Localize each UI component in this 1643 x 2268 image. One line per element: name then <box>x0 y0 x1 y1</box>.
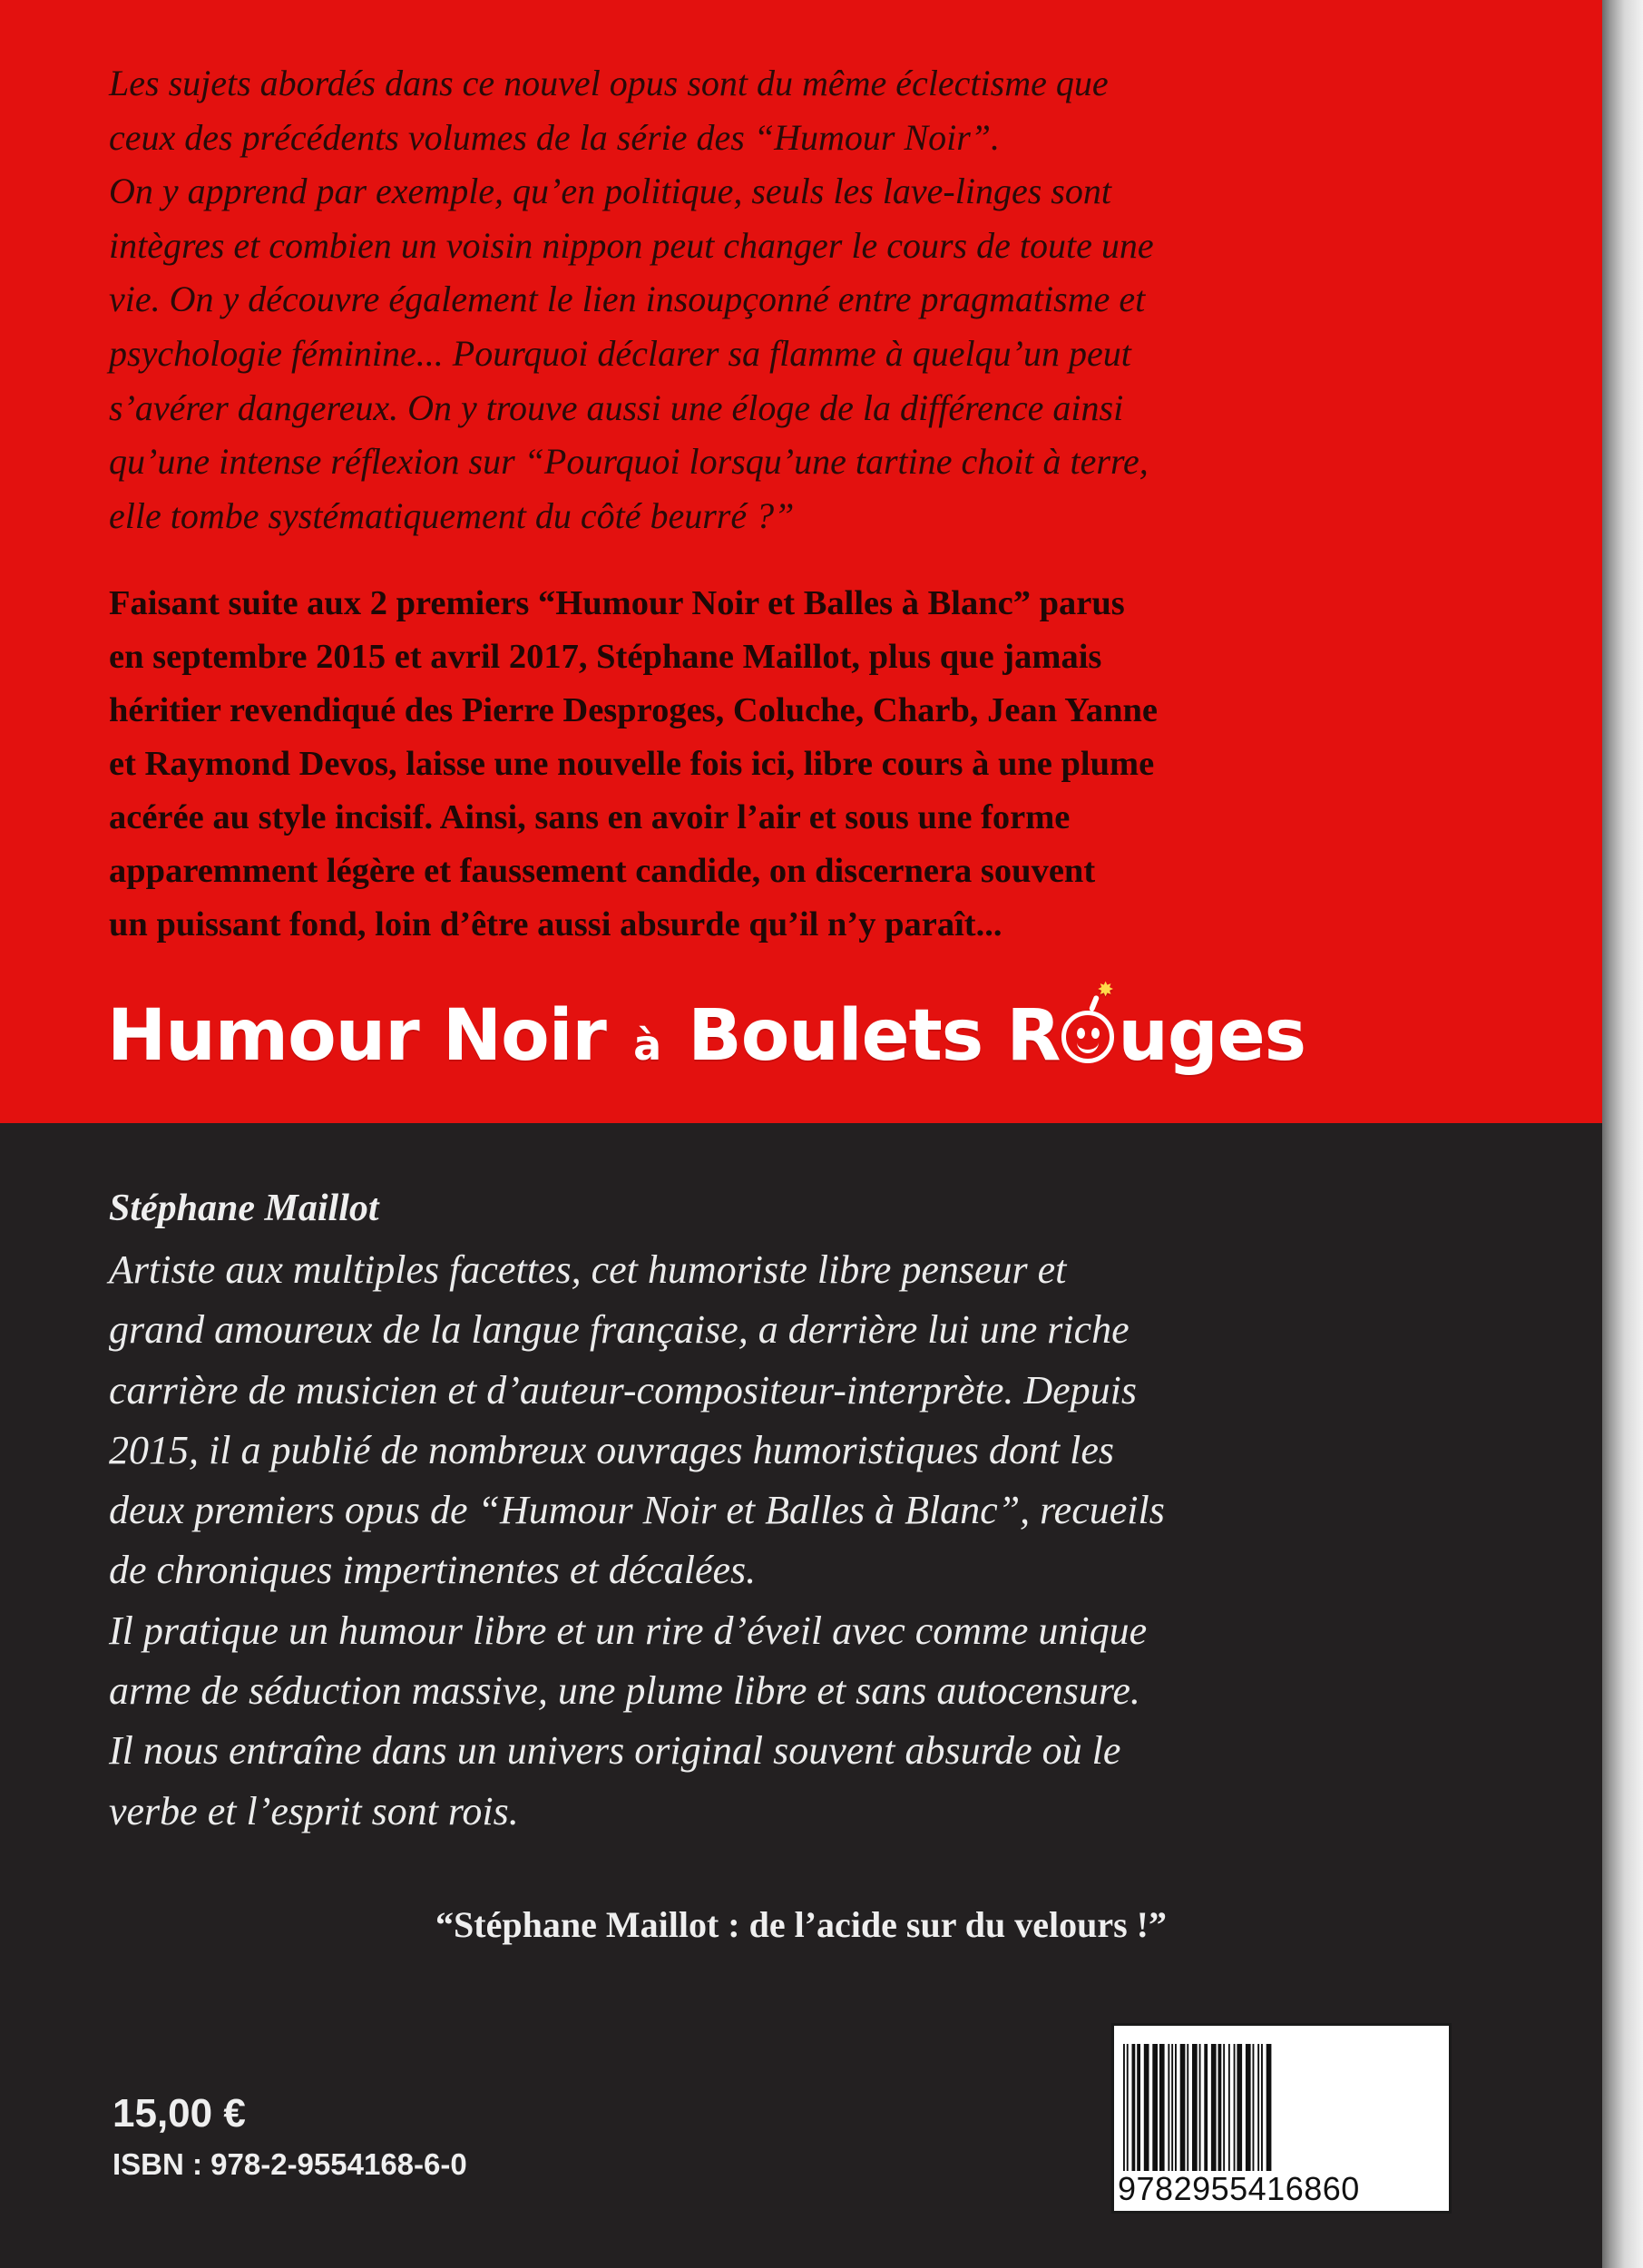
series-title-part-1: Humour Noir <box>107 995 606 1077</box>
barcode-bar <box>1199 2044 1201 2171</box>
page-edge <box>1602 0 1643 2268</box>
bomb-smile <box>1077 1041 1099 1053</box>
series-title-part-4: uges <box>1118 995 1306 1077</box>
barcode-bar <box>1152 2044 1158 2171</box>
barcode-bar <box>1211 2044 1217 2171</box>
series-title-part-2: à <box>633 1021 661 1070</box>
barcode <box>1111 2023 1452 2214</box>
barcode-bar <box>1171 2044 1173 2171</box>
red-panel <box>0 0 1602 1123</box>
barcode-bar <box>1137 2044 1140 2171</box>
bomb-face-icon <box>1061 979 1114 1063</box>
barcode-bar <box>1123 2044 1125 2171</box>
summary-paragraph: Faisant suite aux 2 premiers “Humour Noir et Balles à Blanc” parus en septembre 2015 et avril 2017, Stéphane Maillot, plus que jamais héritier revendiqué des Pierre Desproges, Coluche, Charb, Jean Yanne et Raymond Devos, laisse une nouvelle fois ici, libre cours à une plume acérée au style incisif. Ainsi, sans en avoir l’air et sous une forme apparemment légère et faussement candide, on discernera souvent un puissant fond, loin d’être aussi absurde qu’il n’y paraît... <box>109 584 1158 943</box>
price-label: 15,00 € <box>112 2091 246 2136</box>
barcode-bar <box>1223 2044 1225 2171</box>
isbn-label: ISBN : 978-2-9554168-6-0 <box>112 2147 467 2181</box>
barcode-bar <box>1261 2044 1263 2171</box>
bomb-left-eye <box>1077 1028 1085 1039</box>
barcode-bar <box>1175 2044 1177 2171</box>
barcode-bar <box>1144 2044 1149 2171</box>
barcode-bar <box>1127 2044 1129 2171</box>
bomb-right-eye <box>1091 1028 1100 1039</box>
barcode-bar <box>1132 2044 1136 2171</box>
barcode-number: 9782955416860 <box>1118 2170 1360 2207</box>
barcode-bar <box>1234 2044 1236 2171</box>
barcode-bar <box>1228 2044 1230 2171</box>
barcode-bar <box>1192 2044 1198 2171</box>
series-title <box>107 979 1522 1100</box>
barcode-bar <box>1187 2044 1188 2171</box>
barcode-bar <box>1266 2044 1272 2171</box>
author-name: Stéphane Maillot <box>109 1188 379 1229</box>
barcode-bars <box>1121 2044 1441 2171</box>
barcode-bar <box>1159 2044 1165 2171</box>
barcode-bar <box>1257 2044 1259 2171</box>
barcode-bar <box>1204 2044 1208 2171</box>
author-quote: “Stéphane Maillot : de l’acide sur du velours !” <box>435 1904 1167 1945</box>
intro-paragraph: Les sujets abordés dans ce nouvel opus sont du même éclectisme que ceux des précédents volumes de la série des “Humour Noir”. On y apprend par exemple, qu’en politique, seuls les lave-linges sont intègres et combien un voisin nippon peut changer le cours de toute une vie. On y découvre également le lien insoupçonné entre pragmatisme et psychologie féminine... Pourquoi déclarer sa flamme à quelqu’un peut s’avérer dangereux. On y trouve aussi une éloge de la différence ainsi qu’une intense réflexion sur “Pourquoi lorsqu’une tartine choit à terre, elle tombe systématiquement du côté beurré ?” <box>109 63 1154 536</box>
barcode-bar <box>1253 2044 1255 2171</box>
barcode-bar <box>1237 2044 1242 2171</box>
author-bio: Artiste aux multiples facettes, cet humoriste libre penseur et grand amoureux de la langue française, a derrière lui une riche carrière de musicien et d’auteur-compositeur-interprète. Depuis 2015, il a publié de nombreux ouvrages humoristiques dont les deux premiers opus de “Humour Noir et Balles à Blanc”, recueils de chroniques impertinentes et décalées. Il pratique un humour libre et un rire d’éveil avec comme unique arme de séduction massive, une plume libre et sans autocensure. Il nous entraîne dans un univers original souvent absurde où le verbe et l’esprit sont rois. <box>109 1247 1165 1833</box>
barcode-bar <box>1218 2044 1222 2171</box>
barcode-bar <box>1168 2044 1169 2171</box>
barcode-bar <box>1246 2044 1251 2171</box>
spark-icon: ✸ <box>1097 979 1113 1002</box>
barcode-bar <box>1180 2044 1186 2171</box>
series-title-part-3: Boulets R <box>688 995 1061 1077</box>
